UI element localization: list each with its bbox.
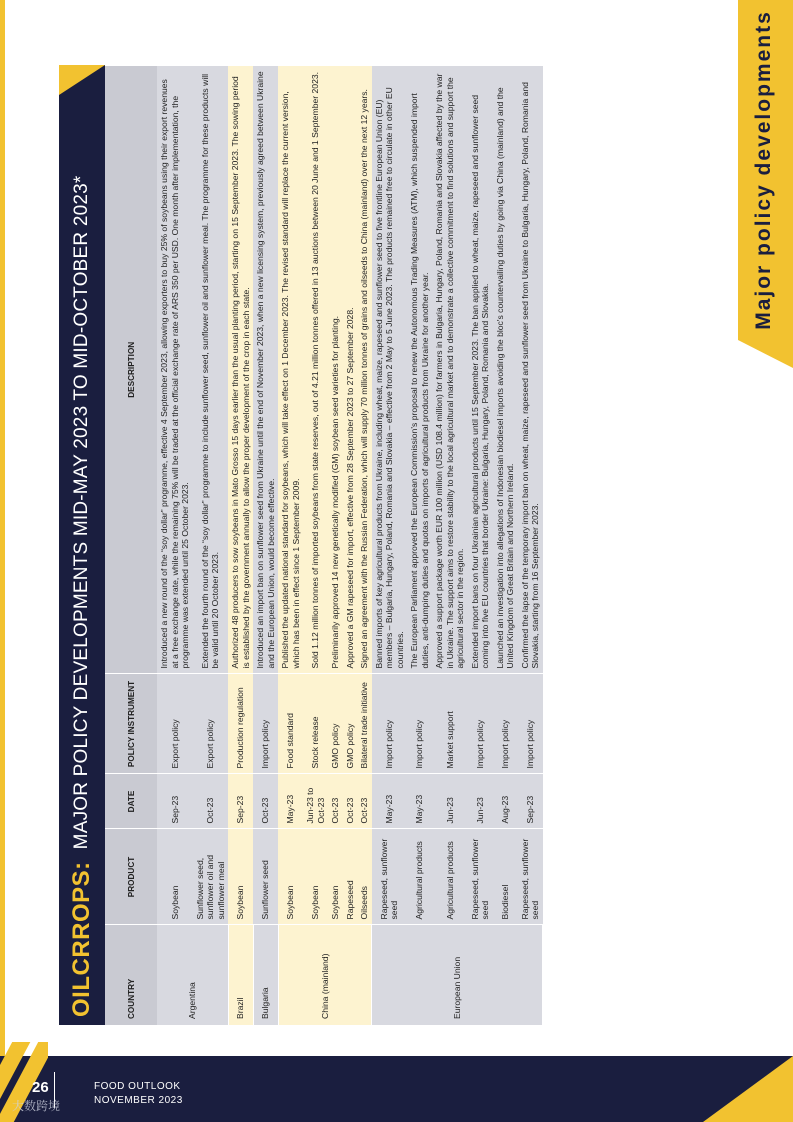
instrument-cell: Import policy	[407, 674, 432, 774]
country-cell: Bulgaria	[253, 925, 278, 1025]
description-cell: Approved a support package worth EUR 100 million (USD 108.4 million) for farmers in Bulgaria, Hungary, Poland, Romania and Slovakia affected by the war in Ukraine. The support aims to restore stability to the local agricultural market and to demonstrate a collective commitment to find solutions and support the agricultural sector in the region.	[432, 66, 468, 675]
description-cell: Sold 1.12 million tonnes of imported soybeans from state reserves, out of 4.21 million tonnes offered in 13 auctions between 20 June and 1 September 2023.	[303, 66, 328, 675]
table-row	[157, 66, 193, 1026]
date-cell: Oct-23	[328, 774, 343, 829]
instrument-cell: Food standard	[278, 674, 303, 774]
table-row	[407, 66, 432, 1026]
table-title: MAJOR POLICY DEVELOPMENTS MID-MAY 2023 TO MID-OCTOBER 2023*	[71, 175, 92, 850]
description-cell: Launched an investigation into allegations of Indonesian biodiesel imports avoiding the bloc's countervailing duties by going via China (mainland) and the United Kingdom of Great Britain and Northern Ireland.	[493, 66, 518, 675]
description-cell: Extended import bans on four Ukrainian agricultural products until 15 September 2023. The ban applied to wheat, maize, rapeseed and sunflower seed coming into five EU countries that border Ukraine: Bulgaria, Hungary, Poland, Romania and Slovakia.	[468, 66, 493, 675]
instrument-cell: Stock release	[303, 674, 328, 774]
table-row	[372, 66, 408, 1026]
section-label: Major policy developments	[752, 10, 775, 330]
table-row	[432, 66, 468, 1026]
date-cell: May-23	[372, 774, 408, 829]
table-row	[228, 66, 253, 1026]
table-row	[303, 66, 328, 1026]
date-cell: Oct-23	[357, 774, 372, 829]
product-cell: Rapeseed, sunflower seed	[372, 829, 408, 925]
description-cell: Preliminarily approved 14 new genetically modified (GM) soybean seed varieties for planting.	[328, 66, 343, 675]
date-cell: Jun-23	[468, 774, 493, 829]
description-cell: Introduced an import ban on sunflower seed from Ukraine until the end of November 2023, when a new licensing system, previously agreed between Ukraine and the European Union, would become effective.	[253, 66, 278, 675]
instrument-cell: Market support	[432, 674, 468, 774]
header-instrument: POLICY INSTRUMENT	[105, 674, 157, 774]
title-accent	[59, 65, 105, 95]
product-cell: Rapeseed, sunflower seed	[518, 829, 543, 925]
description-cell: Banned imports of key agricultural products from Ukraine, including wheat, maize, rapeseed and sunflower seed to five frontline European Union (EU) members – Bulgaria, Hungary, Poland, Romania and Slovakia – effective from 2 May to 5 June 2023. The products remained free to circulate in other EU countries.	[372, 66, 408, 675]
policy-table	[105, 65, 543, 1025]
date-cell: Oct-23	[193, 774, 229, 829]
date-cell: Jun-23	[432, 774, 468, 829]
country-cell: European Union	[372, 925, 543, 1025]
date-cell: Oct-23	[343, 774, 358, 829]
product-cell: Rapeseed	[343, 829, 358, 925]
description-cell: Confirmed the lapse of the temporary import ban on wheat, maize, rapeseed and sunflower seed from Ukraine to Bulgaria, Hungary, Poland, Romania and Slovakia, starting from 16 September 2023.	[518, 66, 543, 675]
table-row	[493, 66, 518, 1026]
policy-table-block	[59, 65, 721, 1025]
instrument-cell: Import policy	[372, 674, 408, 774]
instrument-cell: Import policy	[493, 674, 518, 774]
product-cell: Agricultural products	[432, 829, 468, 925]
product-cell: Sunflower seed, sunflower oil and sunflower meal	[193, 829, 229, 925]
table-row	[468, 66, 493, 1026]
left-accent-strip	[0, 0, 5, 1060]
description-cell: Published the updated national standard for soybeans, which will take effect on 1 December 2023. The revised standard will replace the current version, which has been in effect since 1 September 2009.	[278, 66, 303, 675]
watermark: 大数跨境	[12, 1099, 61, 1113]
title-emphasis: OILCRROPS:	[68, 861, 95, 1017]
table-row	[343, 66, 358, 1026]
section-tab-corner	[738, 340, 793, 368]
date-cell: Sep-23	[518, 774, 543, 829]
description-cell: Introduced a new round of the “soy dollar” programme, effective 4 September 2023, allowing exporters to buy 25% of soybeans using their export revenues at a free exchange rate, while the remaining 75% will be traded at the official exchange rate of ARS 350 per USD. One month after implementation, the programme was extended until 25 October 2023.	[157, 66, 193, 675]
header-date: DATE	[105, 774, 157, 829]
table-row	[278, 66, 303, 1026]
table-row	[357, 66, 372, 1026]
product-cell: Agricultural products	[407, 829, 432, 925]
product-cell: Sunflower seed	[253, 829, 278, 925]
table-row	[518, 66, 543, 1026]
publication-title: FOOD OUTLOOK	[94, 1081, 181, 1092]
date-cell: May-23	[278, 774, 303, 829]
product-cell: Rapeseed, sunflower seed	[468, 829, 493, 925]
instrument-cell: Bilateral trade initiative	[357, 674, 372, 774]
instrument-cell: Export policy	[193, 674, 229, 774]
product-cell: Biodiesel	[493, 829, 518, 925]
country-cell: Brazil	[228, 925, 253, 1025]
date-cell: Oct-23	[253, 774, 278, 829]
table-row	[193, 66, 229, 1026]
date-cell: May-23	[407, 774, 432, 829]
header-country: COUNTRY	[105, 925, 157, 1025]
product-cell: Soybean	[228, 829, 253, 925]
country-cell: China (mainland)	[278, 925, 372, 1025]
instrument-cell: Import policy	[518, 674, 543, 774]
instrument-cell: Import policy	[468, 674, 493, 774]
description-cell: Signed an agreement with the Russian Federation, which will supply 70 million tonnes of grains and oilseeds to China (mainland) over the next 12 years.	[357, 66, 372, 675]
instrument-cell: GMO policy	[343, 674, 358, 774]
product-cell: Soybean	[303, 829, 328, 925]
instrument-cell: GMO policy	[328, 674, 343, 774]
date-cell: Aug-23	[493, 774, 518, 829]
country-cell: Argentina	[157, 925, 228, 1025]
table-header-row	[105, 66, 157, 1026]
product-cell: Soybean	[328, 829, 343, 925]
description-cell: Extended the fourth round of the “soy dollar” programme to include sunflower seed, sunflower oil and sunflower meal. The programme for these products will be valid until 20 October 2023.	[193, 66, 229, 675]
table-title-bar	[59, 65, 105, 1025]
header-description: DESCRIPTION	[105, 66, 157, 675]
instrument-cell: Import policy	[253, 674, 278, 774]
date-cell: Sep-23	[157, 774, 193, 829]
footer-accent	[703, 1056, 793, 1122]
date-cell: Jun-23 to Oct-23	[303, 774, 328, 829]
date-cell: Sep-23	[228, 774, 253, 829]
instrument-cell: Export policy	[157, 674, 193, 774]
description-cell: Approved a GM rapeseed for import, effective from 28 September 2023 to 27 September 2028.	[343, 66, 358, 675]
page-footer	[0, 1056, 793, 1122]
product-cell: Soybean	[278, 829, 303, 925]
publication-date: NOVEMBER 2023	[94, 1095, 183, 1106]
description-cell: The European Parliament approved the European Commission’s proposal to renew the Autonomous Trading Measures (ATM), which suspended import duties, anti-dumping duties and quotas on imports of agricultural products from Ukraine for another year.	[407, 66, 432, 675]
description-cell: Authorized 48 producers to sow soybeans in Mato Grosso 15 days earlier than the usual planting period, starting on 15 September 2023. The sowing period is established by the government annually to allow the proper development of the crop in each state.	[228, 66, 253, 675]
table-row	[328, 66, 343, 1026]
table-row	[253, 66, 278, 1026]
header-product: PRODUCT	[105, 829, 157, 925]
product-cell: Soybean	[157, 829, 193, 925]
product-cell: Oilseeds	[357, 829, 372, 925]
page-number: 26	[32, 1079, 49, 1096]
instrument-cell: Production regulation	[228, 674, 253, 774]
